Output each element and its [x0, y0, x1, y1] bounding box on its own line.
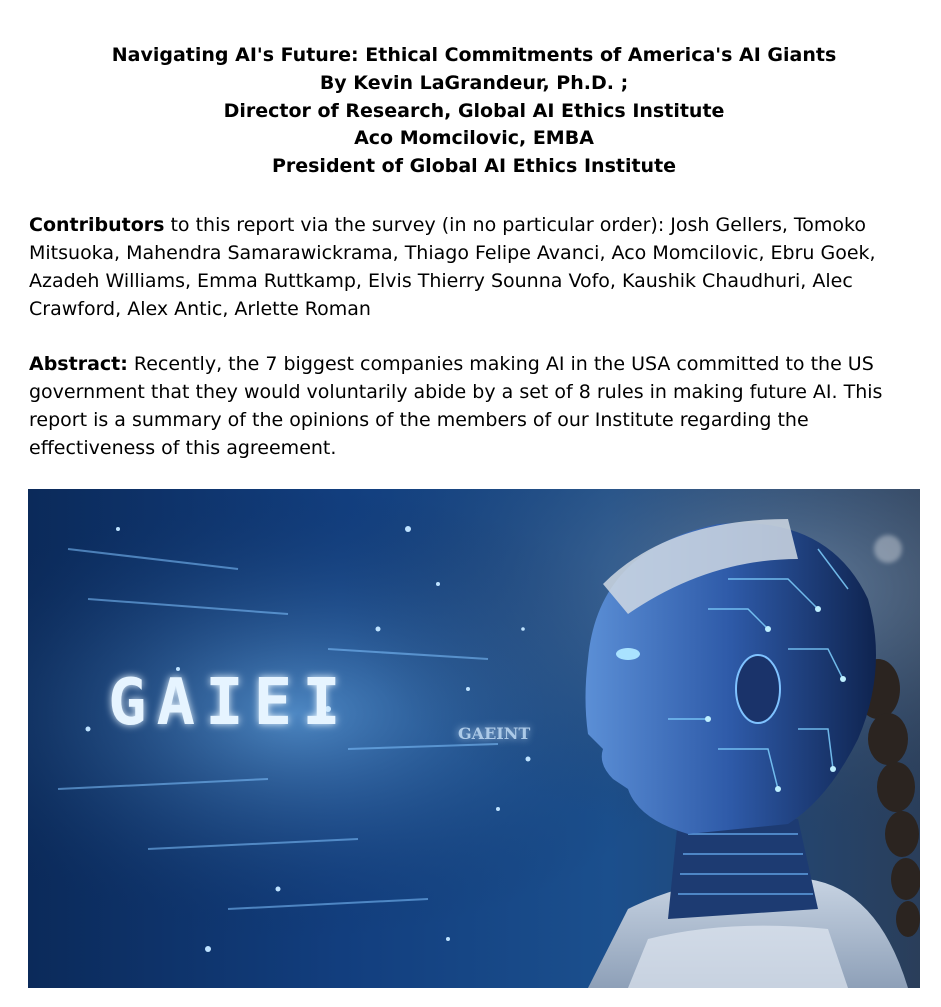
author-role: Director of Research, Global AI Ethics Institute	[223, 99, 725, 122]
abstract-label: Abstract:	[29, 353, 128, 375]
contributors-text: to this report via the survey (in no particular order): Josh Gellers, Tomoko Mitsuoka, Mahendra Samarawickrama, Thiago Felipe Avanci, Aco Momcilovic, Ebru Goek, Azadeh Williams, Emma Ruttkamp, Elvis Thierry Sounna Vofo, Kaushik Chaudhuri, Alec Crawford, Alex Antic, Arlette Roman	[29, 214, 876, 320]
gaiei-glow-text: GAIEI	[108, 666, 351, 740]
document-title: Navigating AI's Future: Ethical Commitments of America's AI Giants	[111, 44, 837, 66]
coauthor-line: Aco Momcilovic, EMBA	[354, 127, 594, 150]
contributors-label: Contributors	[29, 214, 165, 236]
robot-ear	[736, 655, 780, 723]
title-block	[0, 42, 941, 181]
abstract-text: Recently, the 7 biggest companies making AI in the USA committed to the US government that they would voluntarily abide by a set of 8 rules in making future AI. This report is a summary of the opinions of the members of our Institute regarding the effectiveness of this agreement.	[29, 353, 883, 459]
contributors-paragraph	[29, 211, 929, 323]
ai-robot-illustration	[28, 489, 920, 988]
abstract-paragraph	[29, 350, 929, 462]
robot-eye	[616, 648, 640, 660]
author-line: By Kevin LaGrandeur, Ph.D. ;	[319, 71, 629, 94]
gaeint-glow-text: GAEINT	[458, 724, 531, 743]
coauthor-role: President of Global AI Ethics Institute	[271, 155, 677, 178]
cover-illustration	[28, 489, 920, 988]
